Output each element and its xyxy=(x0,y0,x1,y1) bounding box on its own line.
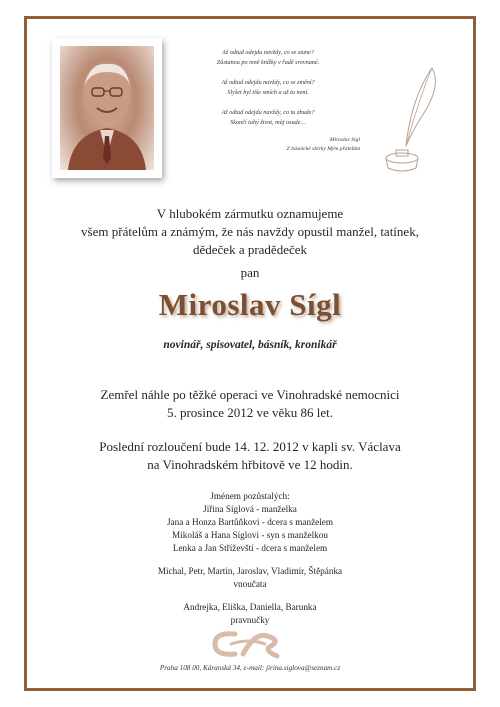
portrait-frame xyxy=(52,38,162,178)
poem-block xyxy=(168,48,368,164)
poem-stanza-2: Až odtud odejdu navždy, co se změní? Slyšet byl tiše smích a už tu není. xyxy=(221,79,315,96)
quill-inkwell-icon xyxy=(372,66,442,174)
family-member: Jana a Honza Bartůňkovi - dcera s manželem xyxy=(166,517,334,527)
honorific: pan xyxy=(240,265,260,280)
poem-stanza-3: Až odtud odejdu navždy, co tu zbude? Skončí tuhý život, můj osude… xyxy=(221,109,315,126)
poem-stanza-1: Až odtud odejdu navždy, co se stane? Zůstanou po mně knížky v řadě srovnané. xyxy=(216,49,320,66)
poem-signature: Miroslav Sígl Z básnické sbírky Mým přátelům xyxy=(286,137,360,152)
intro-text: V hlubokém zármutku oznamujeme všem přátelům a známým, že nás navždy opustil manžel, tatínek, dědeček a pradědeček xyxy=(81,206,419,257)
professions: novinář, spisovatel, básník, kronikář xyxy=(163,339,337,351)
death-info: Zemřel náhle po těžké operaci ve Vinohradské nemocnici 5. prosince 2012 ve věku 86 let. xyxy=(100,387,400,420)
family-member: Lenka a Jan Stříževští - dcera s manželem xyxy=(172,543,328,553)
grandchildren-names: Michal, Petr, Martin, Jaroslav, Vladimír, Štěpánka xyxy=(157,566,343,576)
funeral-info: Poslední rozloučení bude 14. 12. 2012 v kapli sv. Václava na Vinohradském hřbitově ve 12 hodin. xyxy=(99,439,401,472)
mourners-heading: Jménem pozůstalých: xyxy=(210,491,290,501)
family-member: Jiřina Síglová - manželka xyxy=(203,504,297,514)
portrait-photo xyxy=(60,46,154,170)
great-grandchildren-label: pravnučky xyxy=(230,615,270,625)
mourners-list xyxy=(40,490,460,627)
grandchildren-label: vnoučata xyxy=(233,579,267,589)
great-grandchildren-names: Andrejka, Eliška, Daniella, Barunka xyxy=(183,602,317,612)
family-member: Mikoláš a Hana Síglovi - syn s manželkou xyxy=(172,530,328,540)
monogram-ornament-icon xyxy=(205,628,295,660)
footer-contact: Praha 108 00, Káranská 34, e-mail: jirina.siglova@seznam.cz xyxy=(159,664,341,672)
deceased-name: Miroslav Sígl xyxy=(158,287,342,322)
